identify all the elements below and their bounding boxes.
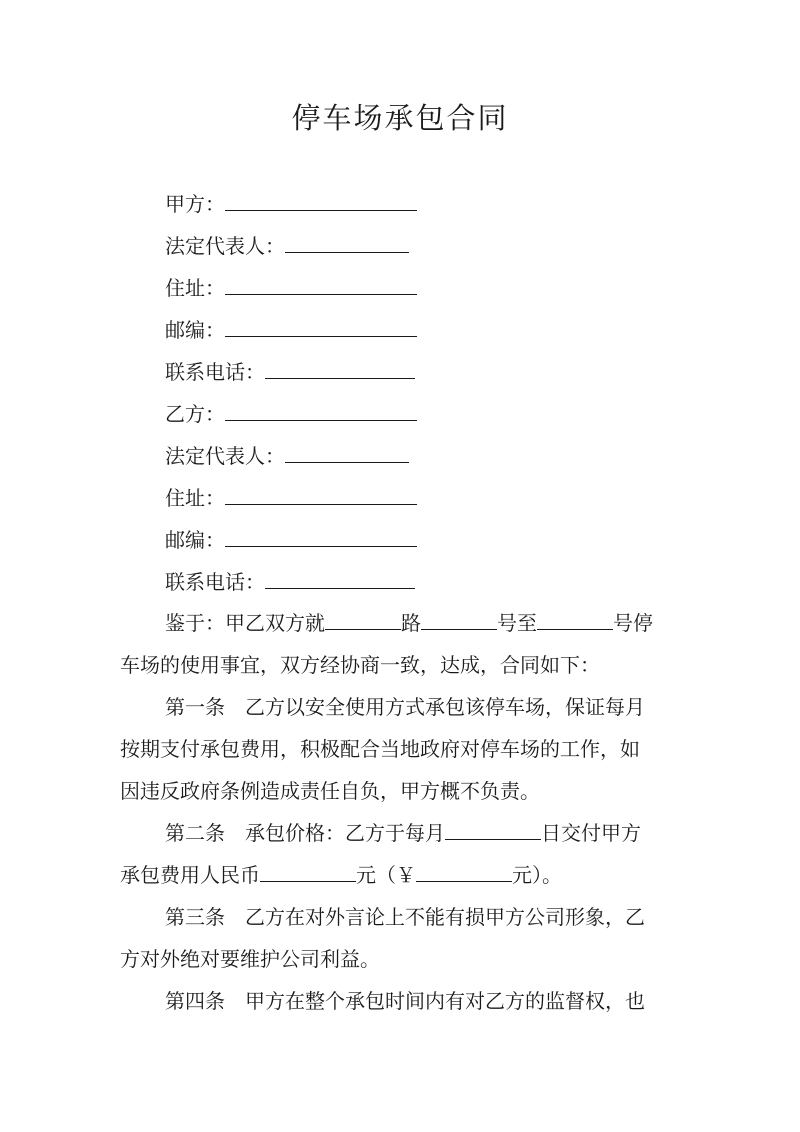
- preamble-text: 鉴于：甲乙双方就: [165, 611, 325, 635]
- party-a-phone-blank: [265, 360, 415, 379]
- article-2-line-1: [165, 819, 641, 847]
- party-b-name-blank: [225, 402, 417, 421]
- party-b-address-blank: [225, 486, 417, 505]
- party-b-phone-field: [165, 568, 415, 596]
- party-b-name-field: [165, 400, 417, 428]
- article-1-line-3: 因违反政府条例造成责任自负，甲方概不负责。: [120, 779, 540, 803]
- party-a-phone-label: 联系电话：: [165, 360, 265, 384]
- party-a-rep-blank: [285, 234, 409, 253]
- party-a-address-blank: [225, 276, 417, 295]
- article-2-text-d: 元（￥: [356, 863, 416, 887]
- party-b-rep-field: [165, 442, 409, 470]
- number-start-blank: [421, 611, 497, 630]
- party-a-address-field: [165, 274, 417, 302]
- article-2-text-e: 元）。: [512, 863, 562, 887]
- party-a-postcode-field: [165, 316, 417, 344]
- party-a-postcode-blank: [225, 318, 417, 337]
- party-a-address-label: 住址：: [165, 276, 225, 300]
- party-a-phone-field: [165, 358, 415, 386]
- page-title: 停车场承包合同: [291, 101, 509, 135]
- party-b-name-label: 乙方：: [165, 402, 225, 426]
- article-1-line-2: 按期支付承包费用，积极配合当地政府对停车场的工作，如: [120, 737, 640, 761]
- party-a-name-blank: [225, 192, 417, 211]
- preamble-end-label: 号停: [613, 611, 653, 635]
- article-1-line-1: 第一条 乙方以安全使用方式承包该停车场，保证每月: [165, 695, 645, 719]
- article-3-line-1: 第三条 乙方在对外言论上不能有损甲方公司形象，乙: [165, 905, 645, 929]
- amount-number-blank: [416, 863, 512, 882]
- preamble-line-2: 车场的使用事宜，双方经协商一致，达成，合同如下：: [120, 653, 600, 677]
- article-3-line-2: 方对外绝对要维护公司利益。: [120, 947, 380, 971]
- party-b-address-label: 住址：: [165, 486, 225, 510]
- party-b-postcode-blank: [225, 528, 417, 547]
- party-a-name-field: [165, 190, 417, 218]
- payment-day-blank: [445, 821, 541, 840]
- article-2-text-a: 第二条 承包价格：乙方于每月: [165, 821, 445, 845]
- preamble-to-label: 号至: [497, 611, 537, 635]
- article-2-text-b: 日交付甲方: [541, 821, 641, 845]
- party-b-phone-label: 联系电话：: [165, 570, 265, 594]
- party-b-phone-blank: [265, 570, 415, 589]
- party-b-rep-blank: [285, 444, 409, 463]
- party-b-rep-label: 法定代表人：: [165, 444, 285, 468]
- party-a-name-label: 甲方：: [165, 192, 225, 216]
- road-blank: [325, 611, 401, 630]
- preamble-line-1: [165, 609, 653, 637]
- party-a-postcode-label: 邮编：: [165, 318, 225, 342]
- party-a-rep-field: [165, 232, 409, 260]
- preamble-road-label: 路: [401, 611, 421, 635]
- party-a-rep-label: 法定代表人：: [165, 234, 285, 258]
- party-b-address-field: [165, 484, 417, 512]
- article-4-line-1: 第四条 甲方在整个承包时间内有对乙方的监督权，也: [165, 989, 645, 1013]
- party-b-postcode-field: [165, 526, 417, 554]
- number-end-blank: [537, 611, 613, 630]
- article-2-line-2: [120, 861, 562, 889]
- article-2-text-c: 承包费用人民币: [120, 863, 260, 887]
- amount-words-blank: [260, 863, 356, 882]
- party-b-postcode-label: 邮编：: [165, 528, 225, 552]
